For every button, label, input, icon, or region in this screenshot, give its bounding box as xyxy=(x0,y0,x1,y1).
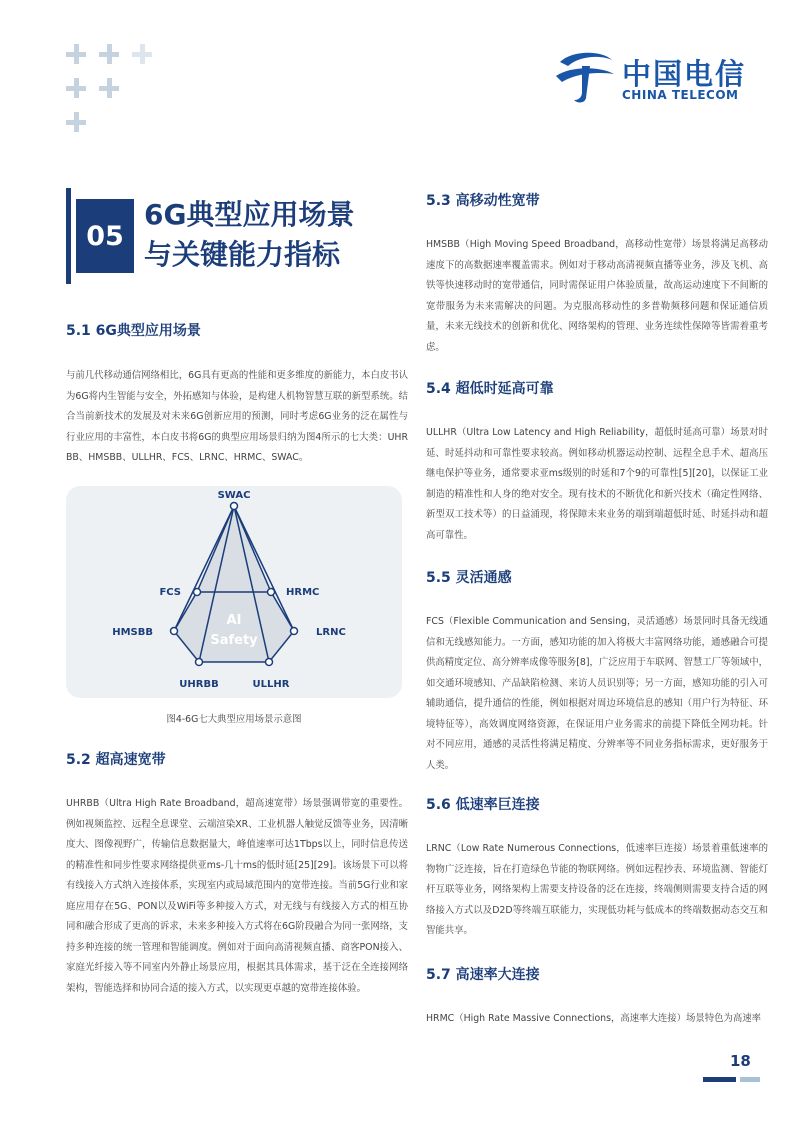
section-5-7-heading: 5.7 高速率大连接 xyxy=(426,967,540,983)
section-5-3-heading: 5.3 高移动性宽带 xyxy=(426,193,540,209)
section-5-4-heading: 5.4 超低时延高可靠 xyxy=(426,381,554,397)
node-lrnc xyxy=(291,628,298,635)
section-5-4-paragraph: ULLHR（Ultra Low Latency and High Reliability，超低时延高可靠）场景对时延、时延抖动和可靠性要求较高。例如移动机器运动控制、远程全息手术、超高压继电保护等业务，通常要求亚ms级别的时延和7个9的可靠性[5][20]，以保证工业制造的精准性和人身的绝对安全。现有技术的不断优化和新兴技术（确定性网络、新型双工技术等）的日益涌现，将保障未来业务的端到端超低时延、时延抖动和超高可靠性。 xyxy=(426,427,768,541)
plus-icon xyxy=(66,78,86,98)
section-5-6-paragraph: LRNC（Low Rate Numerous Connections，低速率巨连接）场景着重低速率的物物广泛连接，旨在打造绿色节能的物联网络。例如远程抄表、环境监测、智能灯杆互联等业务，网络架构上需要支持设备的泛在连接，终端侧则需要支持合适的网络接入方式以及D2D等终端互联能力，实现低功耗与低成本的终端数据动态交互和智能共享。 xyxy=(426,843,768,936)
logo-chinese-text: 中国电信 xyxy=(622,57,747,91)
plus-icon xyxy=(132,44,152,64)
center-label-ai: AI xyxy=(226,613,242,628)
label-hrmc: HRMC xyxy=(286,587,320,598)
china-telecom-emblem-icon xyxy=(552,46,618,106)
logo-english-text: CHINA TELECOM xyxy=(622,88,739,102)
section-5-2-paragraph: UHRBB（Ultra High Rate Broadband，超高速宽带）场景强调带宽的重要性。例如视频监控、远程全息课堂、云端渲染XR、工业机器人触觉反馈等业务，因清晰度大、图像视野广，传输信息数据量大，峰值速率可达1Tbps以上，同时信息传送的精准性和同步性要求网络提供亚ms-几十ms的低时延[25][29]。该场景下可以将有线接入方式纳入连接体系，实现室内或局域范围内的宽带连接。当前5G行业和家庭应用存在5G、PON以及WiFi等多种接入方式，对无线与有线接入方式的相互协同和融合形成了更高的诉求，未来多种接入方式将在6G阶段融合为同一张网络，支持多种连接的统一管理和智能调度。例如对于面向高清视频直播、商客PON接入、家庭光纤接入等不同室内外静止场景应用，根据其具体需求，基于泛在全连接网络架构，智能选择和协同合适的接入方式，以实现更卓越的宽带连接体验。 xyxy=(66,798,408,994)
scenario-diagram-svg xyxy=(66,486,402,698)
node-hmsbb xyxy=(171,628,178,635)
node-swac xyxy=(231,503,238,510)
plus-icon xyxy=(66,44,86,64)
section-5-5-heading: 5.5 灵活通感 xyxy=(426,570,512,586)
chapter-accent-bar xyxy=(66,188,71,284)
decorative-plus-pattern xyxy=(66,44,156,134)
footer-accent-bar-light xyxy=(740,1077,760,1082)
section-5-3-paragraph: HMSBB（High Moving Speed Broadband，高移动性宽带）场景将满足高移动速度下的高数据速率覆盖需求。例如对于移动高清视频直播等业务，涉及飞机、高铁等快速移动时的宽带通信，同时需保证用户体验质量，故高运动速度下不间断的宽带服务为未来需解决的问题。为克服高移动性的多普勒频移问题和保证通信质量，未来无线技术的创新和优化、网络架构的管理、业务连续性保障等皆需着重考虑。 xyxy=(426,239,768,353)
section-5-1-heading: 5.1 6G典型应用场景 xyxy=(66,323,201,339)
scenario-diagram xyxy=(66,486,402,698)
footer-accent-bar xyxy=(703,1077,736,1082)
section-5-2-heading: 5.2 超高速宽带 xyxy=(66,752,166,768)
plus-icon xyxy=(99,44,119,64)
plus-icon xyxy=(99,78,119,98)
chapter-number: 05 xyxy=(76,199,134,273)
center-label-safety: Safety xyxy=(210,633,258,648)
chapter-title-line2: 与关键能力指标 xyxy=(144,238,341,271)
node-uhrbb xyxy=(196,659,203,666)
chapter-title xyxy=(144,195,354,275)
label-lrnc: LRNC xyxy=(316,627,346,638)
chapter-heading xyxy=(66,188,384,284)
section-5-6-heading: 5.6 低速率巨连接 xyxy=(426,797,540,813)
label-uhrbb: UHRBB xyxy=(179,679,219,690)
china-telecom-logo xyxy=(552,46,762,106)
section-5-1-paragraph: 与前几代移动通信网络相比，6G具有更高的性能和更多维度的新能力，本白皮书认为6G将内生智能与安全，外拓感知与体验，是构建人机物智慧互联的新型系统。结合当前新技术的发展及对未来6G创新应用的预测，同时考虑6G业务的泛在属性与行业应用的丰富性，本白皮书将6G的典型应用场景归纳为图4所示的七大类：UHRBB、HMSBB、ULLHR、FCS、LRNC、HRMC、SWAC。 xyxy=(66,370,408,463)
node-ullhr xyxy=(266,659,273,666)
page-number: 18 xyxy=(730,1052,751,1070)
label-fcs: FCS xyxy=(159,587,181,598)
figure-caption: 图4-6G七大典型应用场景示意图 xyxy=(166,714,302,725)
plus-icon xyxy=(66,112,86,132)
section-5-7-paragraph: HRMC（High Rate Massive Connections，高速率大连接）场景特色为高速率 xyxy=(426,1013,762,1024)
label-swac: SWAC xyxy=(217,490,251,501)
chapter-title-line1: 6G典型应用场景 xyxy=(144,198,355,231)
section-5-5-paragraph: FCS（Flexible Communication and Sensing，灵活通感）场景同时具备无线通信和无线感知能力。一方面，感知功能的加入将极大丰富网络功能，通感融合可提供高精度定位、高分辨率成像等服务[8]，广泛应用于车联网、智慧工厂等领域中，如交通环境感知、产品缺陷检测、来访人员识别等；另一方面，感知功能的引入可辅助通信，提升通信的性能，例如根据对周边环境信息的感知（用户行为特征、环境特征等），高效调度网络资源，在保证用户业务需求的前提下降低全网功耗。针对不同应用，通感的灵活性将满足精度、分辨率等不同业务指标需求，更好服务于人类。 xyxy=(426,616,768,771)
label-ullhr: ULLHR xyxy=(252,679,290,690)
node-fcs xyxy=(194,589,201,596)
label-hmsbb: HMSBB xyxy=(112,627,153,638)
node-hrmc xyxy=(268,589,275,596)
